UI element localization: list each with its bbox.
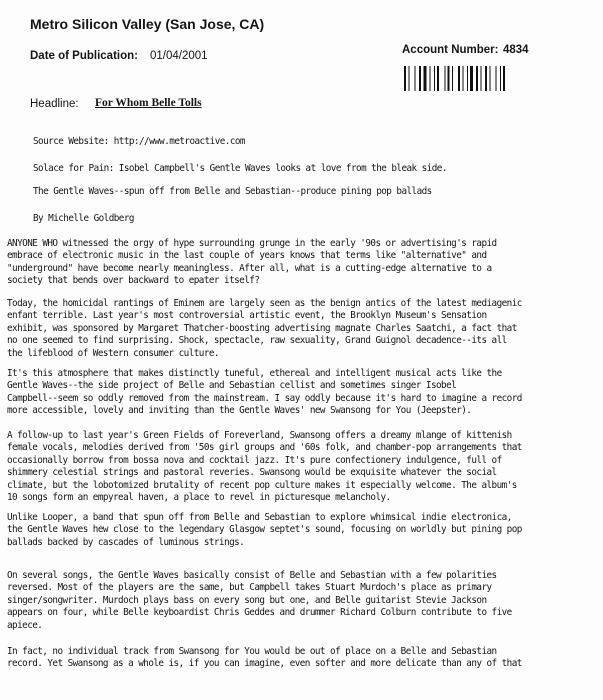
publication-name: Metro Silicon Valley (San Jose, CA) — [30, 16, 265, 32]
paragraph-line: 10 songs form an empyreal haven, a place to revel in picturesque melancholy. — [7, 492, 391, 504]
barcode-image — [404, 66, 533, 91]
article-paragraph — [7, 430, 597, 504]
account-label: Account Number: — [402, 44, 499, 56]
paragraph-line: exhibit, was sponsored by Margaret Thatcher-boosting advertising magnate Charles Saatchi, a fact that — [7, 322, 517, 334]
paragraph-line: female vocals, melodies derived from '50s girl groups and '60s folk, and chamber-pop arrangements that — [7, 442, 522, 454]
article-paragraph — [7, 238, 597, 288]
article-paragraph — [7, 368, 597, 418]
paragraph-line: Today, the homicidal rantings of Eminem are largely seen as the benign antics of the latest mediagenic — [7, 298, 522, 309]
deck: Solace for Pain: Isobel Campbell's Gentle Waves looks at love from the bleak side. — [33, 163, 447, 174]
paragraph-line: Campbell--seem so oddly removed from the mainstream. I say oddly because it's hard to imagine a record — [7, 392, 522, 404]
article-paragraph — [7, 298, 597, 360]
byline: By Michelle Goldberg — [33, 213, 134, 224]
headline-label: Headline: — [30, 98, 79, 110]
paragraph-line: It's this atmosphere that makes distinctly tuneful, ethereal and intelligent musical acts like the — [7, 368, 502, 379]
paragraph-line: appears on four, while Belle keyboardist Chris Geddes and drummer Richard Colburn contribute to five — [7, 607, 512, 619]
paragraph-line: Unlike Looper, a band that spun off from Belle and Sebastian to explore whimsical indie electronica, — [7, 512, 512, 523]
source-line: Source Website: http://www.metroactive.com — [33, 136, 245, 147]
paragraph-line: embrace of electronic music in the last couple of years knows that terms like "alternative" and — [7, 250, 487, 262]
article-paragraph — [7, 570, 597, 632]
paragraph-line: apiece. — [7, 619, 43, 631]
date-label: Date of Publication: — [30, 50, 138, 62]
paragraph-line: reversed. Most of the players are the same, but Campbell takes Stuart Murdoch's place as primary — [7, 582, 492, 594]
article-paragraph — [7, 646, 597, 671]
date-value: 01/04/2001 — [150, 50, 208, 62]
paragraph-line: enfant terrible. Last year's most controversial artistic event, the Brooklyn Museum's Sensation — [7, 310, 487, 322]
paragraph-line: Gentle Waves--the side project of Belle and Sebastian cellist and sometimes singer Isobel — [7, 380, 457, 392]
paragraph-line: no one seemed to find surprising. Shock, spectacle, raw sexuality, Grand Guignol decadence--its all — [7, 335, 507, 347]
paragraph-line: singer/songwriter. Murdoch plays bass on every song but one, and Belle guitarist Stevie Jackson — [7, 594, 487, 606]
paragraph-line: society that bends over backward to epater itself? — [7, 275, 260, 287]
paragraph-line: occasionally borrow from bossa nova and cocktail jazz. It's pure confectionery indulgence, full of — [7, 454, 502, 466]
paragraph-line: ANYONE WHO witnessed the orgy of hype surrounding grunge in the early '90s or advertising's rapid — [7, 238, 497, 249]
paragraph-line: climate, but the lobotomized brutality of recent pop culture makes it especially welcome. The album's — [7, 479, 517, 491]
account-value: 4834 — [503, 44, 529, 56]
paragraph-line: On several songs, the Gentle Waves basically consist of Belle and Sebastian with a few polarities — [7, 570, 497, 581]
subdeck: The Gentle Waves--spun off from Belle and Sebastian--produce pining pop ballads — [33, 186, 432, 197]
paragraph-line: ballads backed by cascades of luminous strings. — [7, 536, 245, 548]
headline: For Whom Belle Tolls — [95, 97, 202, 109]
paragraph-line: shimmery celestial strings and pastoral reveries. Swansong would be exquisite whatever the social — [7, 467, 497, 479]
paragraph-line: In fact, no individual track from Swansong for You would be out of place on a Belle and Sebastian — [7, 646, 497, 657]
paragraph-line: more accessible, lovely and inviting than the Gentle Waves' new Swansong for You (Jeepster). — [7, 405, 472, 417]
paragraph-line: A follow-up to last year's Green Fields of Foreverland, Swansong offers a dreamy mlange of kittenish — [7, 430, 512, 441]
paragraph-line: record. Yet Swansong as a whole is, if you can imagine, even softer and more delicate than any of that — [7, 658, 522, 670]
paragraph-line: the lifeblood of Western consumer culture. — [7, 347, 219, 359]
paragraph-line: "underground" have become nearly meaningless. After all, what is a cutting-edge alternative to a — [7, 262, 492, 274]
article-paragraph — [7, 512, 597, 549]
paragraph-line: the Gentle Waves hew close to the legendary Glasgow septet's sound, focusing on worldly but pining pop — [7, 524, 522, 536]
